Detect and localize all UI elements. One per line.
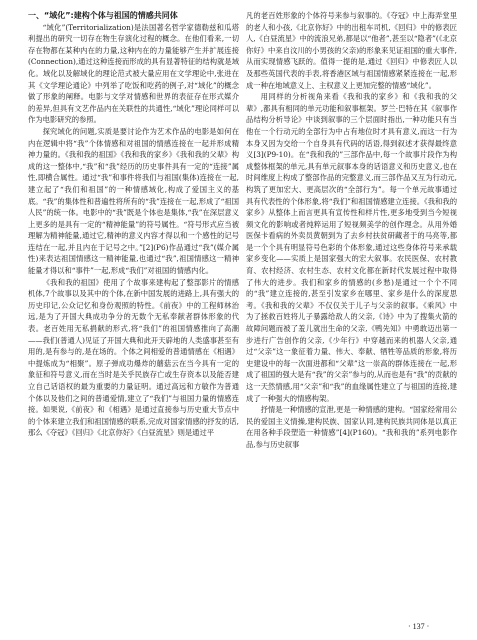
paragraph: 凡的老百姓形象的个体符号来参与叙事的。《夺冠》中上海弄堂里的老人和小孩,《北京你好》中的出租车司机,《回归》中的修表匠人,《白昼流星》中的流浪兄弟,都是以“他者”,甚至以“隐者”(《北京你好》中来自汶川的小男孩的父亲)的形象来见证祖国的重大事件,从而实现情感飞跃的。值得一提的是,通过《回归》中修表匠人以及那些英国代表的手表,将香港区域与祖国情感紧紧连接在一起,形成一种在地域意义上、主权意义上更加完整的情感“域化”。 <box>246 11 457 90</box>
paragraph: 抒情是一种情感的宣泄,更是一种情感的建构。“国家经常用公民的爱国主义情操,建构民族、国家认同,建构民族共同体是以真正在用各种手段塑造一种情感”[4](P160)。“我和我的”系列电影作品,参与历史叙事 <box>246 405 457 449</box>
paragraph: 《我和我的祖国》使用了个故事来建构起了整部影片的情感机体,7个故事以及其中的个体,在新中国发展的进路上,具有强大的历史印记,公众记忆和身份观照的特性。《前夜》中的工程师林治远,是为了开国大典成功争分的无数个无私奉献者群体形象的代表。老百姓用无私捐献的形式,将“我们”的祖国情感推向了高潮——我们(普通人)见证了开国大典和此开天辟地的人类盛事甚至有用的,是有参与的,是在场的。个体之间相爱的普通情感在《相遇》中提炼成为“相聚”。原子弹成功爆炸的蘑菇云在当今具有一定的象征和符号意义,而在当时是关乎民族存亡或生存资本以及能否建立自己话语权的最为重要的力量证明。通过高远和方敏作为普通个体以及他们之间的普通爱情,建立了“我们”与祖国力量的情感连接。如果说,《前夜》和《相遇》是通过直接参与历史重大节点中的个体来建立我们和祖国情感的联系,完成对国家情感的抒发的话,那么《夺冠》《回归》《北京你好》《白昼流星》则是通过平 <box>28 277 239 438</box>
paragraph: “域化”(Territorialization)是法国著名哲学家德勒兹和瓜塔利提出的研究一切存在物生存演化过程的概念。在他们看来,一切存在物都在某种内在的力量,这种内在的力量能够产生并扩展连接(Connection),通过这种连接而形成的具有显著特征的结构就是域化。域化以及解域化的理论范式被大量应用在文学理论中,张进在其《文学理论通论》中列举了吃饭和吃药的例子,对“域化”的概念做了形象的阐释。电影与文学对情感和世界的表征存在形式媒介的差异,但具有文艺作品内在关联性的共通性,“域化”理论同样可以作为电影研究的参照。 <box>28 22 239 125</box>
left-column <box>28 10 239 439</box>
section-heading: 一、“域化”:建构个体与祖国的情感共同体 <box>28 11 178 20</box>
paragraph: 探究域化的问题,实质是要讨论作为艺术作品的电影是如何在内在逻辑中将“我”个体情感和对祖国的情感连接在一起并形成精神力量的。《我和我的祖国》《我和我的家乡》《我和我的父辈》构成的这一整体中,“我”和“我”经历的历史事件具有一定的“连接”属性,即横合属性。通过“我”和事件将我们与祖国(集体)连接在一起,建立起了“我们和祖国”的一种情感域化,构成了爱国主义的基底。“我”的集体性和普遍性将所有的“我”连接在一起,形成了“祖国人民”的统一体。电影中的“我”既是个体也是集体,“我”在深层意义上更多的是具有一定的“精神能量”的符号属性。“符号形式应当被理解为精神能量,通过它,精神的意义内容才得以和一个感性的记号连结在一起,并且内在于记号之中。”[2](P6)作品通过“我”(媒介属性)来表达祖国情感这一精神能量,也通过“我”,祖国情感这一精神能量才得以和“事件”一起,形成“我们”对祖国的情感内化。 <box>28 126 239 276</box>
paragraph: 用同样的分析视角来看《我和我的家乡》和《我和我的父辈》,都具有相同的单元功能和叙事框架。罗兰·巴特在其《叙事作品结构分析导论》中谈到叙事的三个层面时指出,一种功能只有当他在一个行动元的全部行为中占有地位时才具有意义,而这一行为本身又因为交给一个自身具有代码的话语,得到叙述才获得最终意义[3](P9-10)。在“我和我的”三部作品中,每一个故事片段作为构成整体框架的单元,具有单元叙事本身的话语意义和历史意义,也在时间维度上构成了整部作品的完整意义,而三部作品又互为行动元,构筑了更加宏大、更高层次的“全部行为”。每一个单元故事通过具有代表性的个体形象,将“我们”和祖国情感建立连接。《我和我的家乡》从整体上而言更具有宣传性和样片性,更多地受到当今短视频文化的影响或者纯粹运用了短视频美学的创作理念。从用外婚医保卡看病的外卖员黄朝到为了去乡村扶贫研藏者于的马亮等,都是一个个具有明显符号色彩的个体形象,通过这些身体符号来承载家乡变化——实质上是国家强大的宏大叙事。农民医保、农村教育、农村经济、农村生态、农村文化都在新时代发展过程中取得了伟大的进步。我们和家乡的情感的(乡愁)是通过一个个不同的“我”建立连接的,甚至引发家乡在哪里、家乡是什么的深度思考。《我和我的父辈》不仅仅关于儿子与父亲的叙事。《乘风》中为了拯救百姓将儿子暴露给敌人的父亲,《诗》中为了搜集火箭的故障问题而被了羞儿就出生命的父亲,《鸭先知》中勇敢迈出第一步进行广告创作的父亲,《少年行》中穿越而来的机器人父亲,通过“父亲”这一象征着力量、伟大、奉献、牺牲等品质的形象,将历史建设中的每一次面进都和“父辈”这一崇高的群体连接在一起,形成了祖国的强大是有“我”的父亲”参与的,从而也是有“我”的贡献的这一天然情感,用“父亲”和“我”的血缘属性建立了与祖国的连接,建成了一种强大的情感构架。 <box>246 92 457 403</box>
right-column <box>246 10 457 451</box>
page-number: · 137 · <box>408 622 430 631</box>
